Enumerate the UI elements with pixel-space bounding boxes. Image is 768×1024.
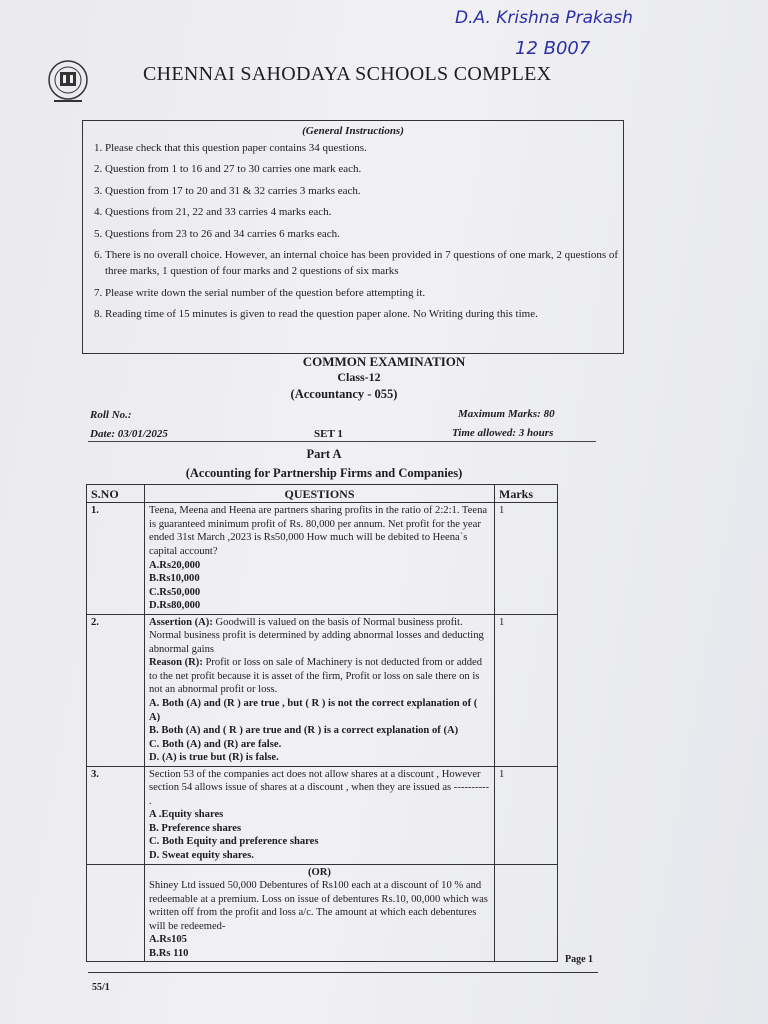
paper-code: 55/1 — [92, 982, 110, 993]
exam-subject: (Accountancy - 055) — [290, 387, 398, 401]
q1-option: A.Rs20,000 — [149, 559, 201, 571]
q3-option: C. Both Equity and preference shares — [149, 836, 319, 848]
q3-option: B. Preference shares — [149, 822, 242, 834]
school-logo-icon — [44, 58, 92, 106]
q2-option: B. Both (A) and ( R ) are true and (R ) is a correct explanation of (A) — [149, 725, 459, 737]
instruction-item: 5. Questions from 23 to 26 and 34 carries 6 marks each. — [105, 227, 623, 243]
q2-assertion-label: Assertion (A): — [149, 616, 213, 628]
max-marks: Maximum Marks: 80 — [458, 408, 555, 420]
exam-date: Date: 03/01/2025 — [90, 428, 168, 440]
q1-option: D.Rs80,000 — [149, 600, 201, 612]
q2-option: A. Both (A) and (R ) are true , but ( R ) is not the correct explanation of ( A) — [149, 698, 478, 723]
instructions-list — [83, 141, 623, 323]
exam-name: COMMON EXAMINATION — [302, 354, 466, 369]
q2-reason-text: Profit or loss on sale of Machinery is not deducted from or added to the net profit because it is asset of the firm, Profit or loss on sale there on is not an abnormal profit or loss. — [149, 657, 483, 696]
header-sno: S.NO — [87, 485, 145, 503]
questions-table — [86, 484, 558, 962]
q3-cell — [145, 766, 495, 864]
q3-alt-marks — [495, 864, 558, 962]
q3-option: A .Equity shares — [149, 809, 224, 821]
q3-alt-number — [87, 864, 145, 962]
school-name: CHENNAI SAHODAYA SCHOOLS COMPLEX — [143, 63, 552, 85]
q2-marks: 1 — [495, 614, 558, 766]
q2-reason-label: Reason (R): — [149, 657, 203, 669]
q3-alt-option: A.Rs105 — [149, 934, 187, 946]
instruction-item: 6. There is no overall choice. However, an internal choice has been provided in 7 questions of one mark, 2 questions of three marks, 1 question of four marks and 2 questions of six marks — [105, 248, 623, 280]
instructions-title: (General Instructions) — [302, 125, 404, 137]
instruction-item: 7. Please write down the serial number of the question before attempting it. — [105, 286, 623, 302]
instruction-item: 3. Question from 17 to 20 and 31 & 32 carries 3 marks each. — [105, 184, 623, 200]
q2-assertion-text: Goodwill is valued on the basis of Normal business profit. Normal business profit is determined by adding abnormal losses and deducting abnormal gains — [149, 616, 484, 655]
q2-option: D. (A) is true but (R) is false. — [149, 752, 279, 764]
table-row — [87, 614, 558, 766]
q1-option: C.Rs50,000 — [149, 586, 201, 598]
q3-option: D. Sweat equity shares. — [149, 850, 254, 862]
q2-cell — [145, 614, 495, 766]
header-marks: Marks — [495, 485, 558, 503]
instruction-item: 4. Questions from 21, 22 and 33 carries 4 marks each. — [105, 205, 623, 221]
table-row — [87, 503, 558, 614]
q3-number: 3. — [87, 766, 145, 864]
divider — [88, 441, 596, 442]
q1-number: 1. — [87, 503, 145, 614]
header-questions: QUESTIONS — [145, 485, 495, 503]
q2-number: 2. — [87, 614, 145, 766]
part-title: Part A — [306, 447, 342, 461]
exam-set: SET 1 — [314, 428, 343, 440]
instruction-item: 1. Please check that this question paper contains 34 questions. — [105, 141, 623, 157]
roll-no-label: Roll No.: — [90, 409, 132, 421]
q1-cell — [145, 503, 495, 614]
handwritten-name: D.A. Krishna Prakash — [455, 8, 633, 28]
q3-text: Section 53 of the companies act does not allow shares at a discount , However section 54 allows issue of shares at a discount , when they are issued as ---------- . — [149, 768, 490, 807]
instruction-item: 2. Question from 1 to 16 and 27 to 30 carries one mark each. — [105, 162, 623, 178]
q1-text: Teena, Meena and Heena are partners sharing profits in the ratio of 2:2:1. Teena is guaranteed minimum profit of Rs. 80,000 per annum. Net profit for the year ended 31st March ,2023 is Rs50,000 How much will be debited to Heena`s capital account? — [149, 505, 488, 557]
q1-marks: 1 — [495, 503, 558, 614]
part-subtitle: (Accounting for Partnership Firms and Companies) — [185, 466, 463, 480]
table-row — [87, 766, 558, 864]
general-instructions — [82, 120, 624, 354]
exam-class: Class-12 — [337, 370, 381, 384]
q2-option: C. Both (A) and (R) are false. — [149, 738, 282, 750]
handwritten-roll: 12 B007 — [515, 38, 591, 59]
footer-divider — [88, 972, 598, 973]
q3-marks: 1 — [495, 766, 558, 864]
instruction-item: 8. Reading time of 15 minutes is given to read the question paper alone. No Writing during this time. — [105, 307, 623, 323]
table-header-row — [87, 485, 558, 503]
page-number: Page 1 — [565, 954, 594, 965]
q3-alt-cell — [145, 864, 495, 962]
q3-alt-text: Shiney Ltd issued 50,000 Debentures of Rs100 each at a discount of 10 % and redeemable at a premium. Loss on issue of debentures Rs.10, 00,000 which was written off from the profit and loss a/c. The amount at which each debentures will be redeemed- — [149, 880, 488, 932]
q1-option: B.Rs10,000 — [149, 573, 200, 585]
q3-alt-option: B.Rs 110 — [149, 947, 189, 959]
time-allowed: Time allowed: 3 hours — [452, 427, 554, 439]
table-row — [87, 864, 558, 962]
or-label: (OR) — [308, 866, 331, 878]
